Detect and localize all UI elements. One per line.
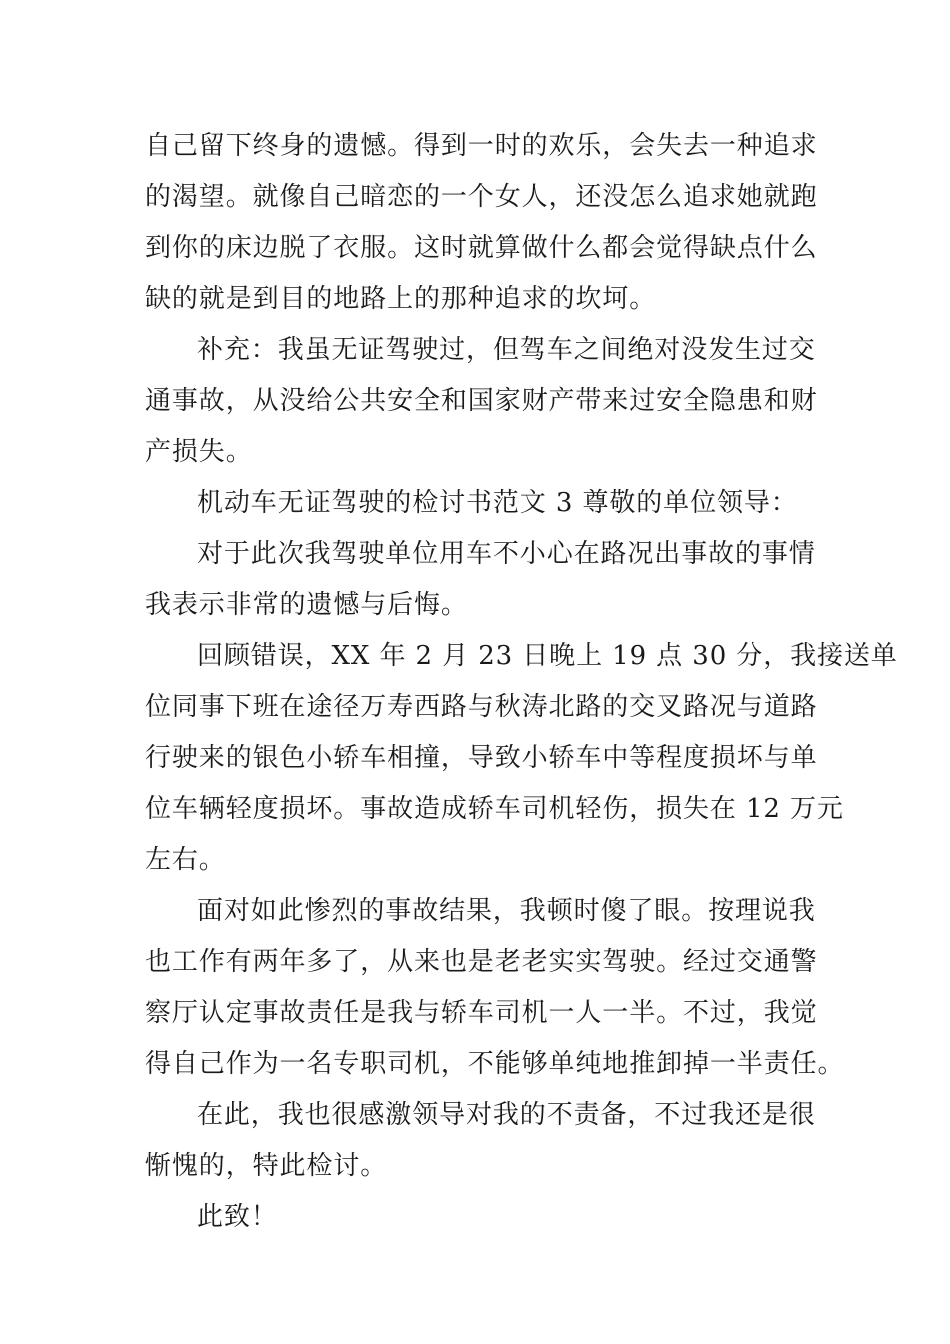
text-line: 产损失。 <box>145 437 253 467</box>
text-line: 左右。 <box>145 845 226 875</box>
text-line: 在此，我也很感激领导对我的不责备，不过我还是很 <box>197 1100 816 1130</box>
text-line: 补充：我虽无证驾驶过，但驾车之间绝对没发生过交 <box>197 335 816 365</box>
text-line: 面对如此惨烈的事故结果，我顿时傻了眼。按理说我 <box>197 896 816 926</box>
text-line: 我表示非常的遗憾与后悔。 <box>145 590 468 620</box>
text-line: 得自己作为一名专职司机，不能够单纯地推卸掉一半责任。 <box>145 1049 845 1079</box>
text-line: 察厅认定事故责任是我与轿车司机一人一半。不过，我觉 <box>145 998 818 1028</box>
text-line: 回顾错误，XX 年 2 月 23 日晚上 19 点 30 分，我接送单 <box>197 641 898 671</box>
text-line: 惭愧的，特此检讨。 <box>145 1151 388 1181</box>
closing-line: 此致！ <box>197 1202 278 1232</box>
body-text <box>145 121 898 1243</box>
text-line: 对于此次我驾驶单位用车不小心在路况出事故的事情 <box>197 539 816 569</box>
text-line: 通事故，从没给公共安全和国家财产带来过安全隐患和财 <box>145 386 818 416</box>
text-line: 位同事下班在途径万寿西路与秋涛北路的交叉路况与道路 <box>145 692 818 722</box>
section-heading-line: 机动车无证驾驶的检讨书范文 3 尊敬的单位领导： <box>197 488 798 518</box>
text-line: 行驶来的银色小轿车相撞，导致小轿车中等程度损坏与单 <box>145 743 818 773</box>
text-line: 到你的床边脱了衣服。这时就算做什么都会觉得缺点什么 <box>145 233 818 263</box>
text-line: 也工作有两年多了，从来也是老老实实驾驶。经过交通警 <box>145 947 818 977</box>
text-line: 的渴望。就像自己暗恋的一个女人，还没怎么追求她就跑 <box>145 182 818 212</box>
text-line: 位车辆轻度损坏。事故造成轿车司机轻伤，损失在 12 万元 <box>145 794 844 824</box>
text-line: 缺的就是到目的地路上的那种追求的坎坷。 <box>145 284 657 314</box>
text-line: 自己留下终身的遗憾。得到一时的欢乐，会失去一种追求 <box>145 131 818 161</box>
